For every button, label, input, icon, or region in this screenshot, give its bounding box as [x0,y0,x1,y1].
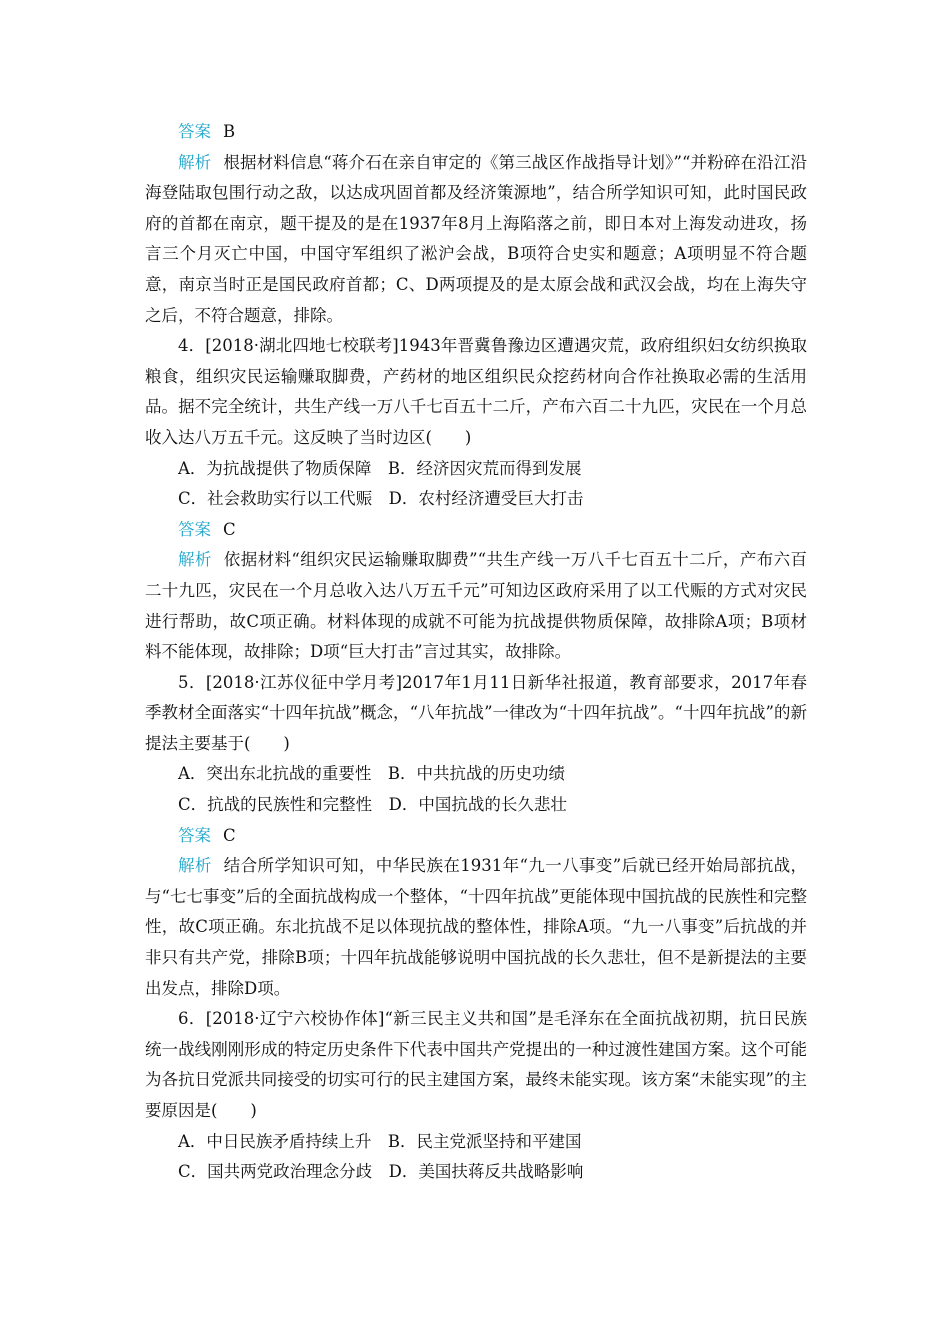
q5-answer: C [223,825,236,845]
q5-analysis-line [145,851,807,1004]
q6-stem: 6．[2018·辽宁六校协作体]“新三民主义共和国”是毛泽东在全面抗战初期，抗日民族统一战线刚刚形成的特定历史条件下代表中国共产党提出的一种过渡性建国方案。这个可能为各抗日党派共同接受的切实可行的民主建国方案，最终未能实现。该方案“未能实现”的主要原因是( ) [145,1009,807,1120]
q3-analysis: 根据材料信息“蒋介石在亲自审定的《第三战区作战指导计划》”“并粉碎在沿江沿海登陆取包围行动之敌，以达成巩固首都及经济策源地”，结合所学知识可知，此时国民政府的首都在南京，题干提及的是在1937年8月上海陷落之前，即日本对上海发动进攻，扬言三个月灭亡中国，中国守军组织了淞沪会战，B项符合史实和题意；A项明显不符合题意，南京当时正是国民政府首都；C、D两项提及的是太原会战和武汉会战，均在上海失守之后，不符合题意，排除。 [145,152,808,325]
q5-stem: 5．[2018·江苏仪征中学月考]2017年1月11日新华社报道，教育部要求，2017年春季教材全面落实“十四年抗战”概念，“八年抗战”一律改为“十四年抗战”。“十四年抗战”的新提法主要基于( ) [145,672,807,753]
answer-tag: 答案 [178,825,211,845]
q6-options-cd: C．国共两党政治理念分歧 D．美国扶蒋反共战略影响 [178,1162,584,1182]
q5-options-cd: C．抗战的民族性和完整性 D．中国抗战的长久悲壮 [178,795,567,815]
analysis-tag: 解析 [178,856,212,876]
q6-options-ab: A．中日民族矛盾持续上升 B．民主党派坚持和平建国 [178,1131,582,1151]
q4-analysis-line [145,545,807,667]
answer-tag: 答案 [178,122,211,141]
document-body [145,117,807,1188]
q3-answer-line [145,117,807,148]
q4-answer: C [223,519,236,539]
q5-options-ab: A．突出东北抗战的重要性 B．中共抗战的历史功绩 [178,764,566,784]
analysis-tag: 解析 [178,152,212,172]
q4-options-cd: C．社会救助实行以工代赈 D．农村经济遭受巨大打击 [178,489,584,509]
q5-answer-line [145,821,807,852]
q4-analysis: 依据材料“组织灾民运输赚取脚费”“共生产线一万八千七百五十二斤，产布六百二十九匹，灾民在一个月总收入达八万五千元”可知边区政府采用了以工代赈的方式对灾民进行帮助，故C项正确。材料体现的成就不可能为抗战提供物质保障，故排除A项；B项材料不能体现，故排除；D项“巨大打击”言过其实，故排除。 [145,550,808,662]
answer-tag: 答案 [178,519,211,539]
analysis-tag: 解析 [178,550,212,570]
q4-answer-line [145,515,807,546]
q3-answer: B [223,122,236,141]
q3-analysis-line [145,148,807,332]
q4-stem: 4．[2018·湖北四地七校联考]1943年晋冀鲁豫边区遭遇灾荒，政府组织妇女纺织换取粮食，组织灾民运输赚取脚费，产药材的地区组织民众挖药材向合作社换取必需的生活用品。据不完全统计，共生产线一万八千七百五十二斤，产布六百二十九匹，灾民在一个月总收入达八万五千元。这反映了当时边区( ) [145,336,807,447]
q5-analysis: 结合所学知识可知，中华民族在1931年“九一八事变”后就已经开始局部抗战，与“七七事变”后的全面抗战构成一个整体，“十四年抗战”更能体现中国抗战的民族性和完整性，故C项正确。东北抗战不足以体现抗战的整体性，排除A项。“九一八事变”后抗战的并非只有共产党，排除B项；十四年抗战能够说明中国抗战的长久悲壮，但不是新提法的主要出发点，排除D项。 [145,856,807,998]
q4-options-ab: A．为抗战提供了物质保障 B．经济因灾荒而得到发展 [178,458,582,478]
